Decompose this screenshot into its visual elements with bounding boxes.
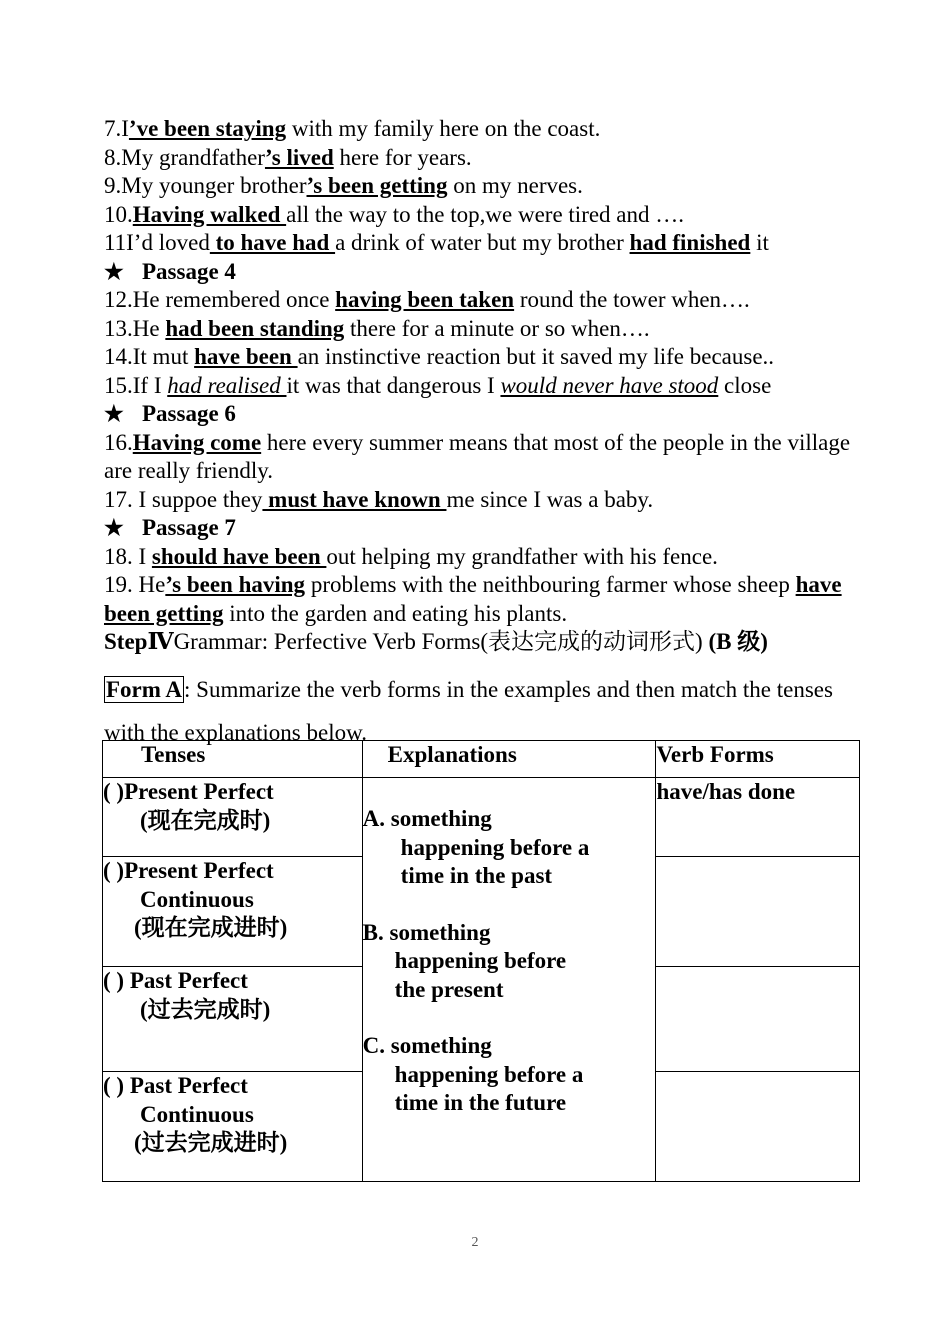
header-label: Tenses: [141, 742, 206, 767]
verb-form-cell[interactable]: [656, 857, 860, 967]
text: 8.My grandfather: [104, 144, 265, 170]
text: 9.My younger brother: [104, 173, 307, 198]
sentence-12: [104, 286, 864, 315]
text: it was that dangerous I: [286, 372, 501, 398]
page-number: 2: [471, 1235, 479, 1250]
tense-cell: [103, 1072, 363, 1182]
star-icon: ★: [104, 401, 124, 426]
text: 12.He remembered once: [104, 287, 336, 312]
text: on my nerves.: [447, 173, 583, 198]
text: problems with the neithbouring farmer whose sheep: [305, 572, 796, 597]
verb-phrase: must have known: [262, 486, 447, 512]
sentence-18: [104, 543, 864, 572]
tense-name: ( )Present Perfect: [103, 858, 274, 883]
verb-phrase: Having come: [132, 429, 262, 455]
verb-phrase: would never have stood: [500, 372, 719, 398]
tense-cell: [103, 857, 363, 967]
verb-phrase: have been: [194, 344, 298, 369]
level-label: (B 级): [708, 629, 768, 654]
text: all the way to the top,we were tired and ….: [286, 201, 685, 227]
star-icon: ★: [104, 515, 124, 540]
sentence-10: [104, 201, 864, 230]
text: close: [718, 372, 772, 398]
verb-form-value: have/has done: [656, 779, 796, 804]
header-label: Explanations: [387, 742, 517, 767]
text: a drink of water but my brother: [335, 230, 630, 255]
explanation-line: time in the future: [394, 1090, 567, 1115]
tense-name: ( ) Past Perfect: [103, 1073, 248, 1098]
tense-name-continued: Continuous: [140, 886, 254, 912]
verb-phrase: ’s been getting: [306, 173, 448, 198]
tense-chinese: (现在完成进时): [134, 915, 288, 940]
tense-name: ( ) Past Perfect: [103, 968, 248, 993]
explanation-a: [363, 805, 656, 891]
explanation-line: happening before a: [400, 834, 590, 860]
text: 15.If I: [104, 372, 168, 398]
verb-phrase: have been getting: [104, 572, 842, 626]
explanation-head: B. something: [362, 919, 491, 945]
sentence-14: [104, 343, 864, 372]
verb-form-cell[interactable]: [656, 967, 860, 1072]
header-label: Verb Forms: [656, 742, 774, 767]
text: into the garden and eating his plants.: [223, 600, 568, 626]
step-label: StepⅣ: [104, 629, 174, 654]
sentence-8: [104, 144, 864, 173]
sentence-19: [104, 571, 864, 628]
verb-phrase: had realised: [167, 372, 287, 398]
table-row: [103, 778, 860, 857]
verb-phrase: had been standing: [165, 315, 345, 341]
example-sentences: [104, 115, 864, 657]
sentence-13: [104, 315, 864, 344]
text: round the tower when….: [514, 287, 750, 312]
tense-chinese: (过去完成时): [140, 996, 271, 1022]
passage-6-heading: [104, 400, 864, 429]
tense-cell: [103, 967, 363, 1072]
step-title: Grammar: Perfective Verb Forms(表达完成的动词形式): [173, 629, 709, 654]
text: 13.He: [104, 315, 166, 341]
text: there for a minute or so when….: [344, 315, 650, 341]
explanation-b: [363, 919, 656, 1005]
header-explanations: [362, 741, 656, 778]
text: 7.I: [104, 116, 129, 141]
tense-name: ( )Present Perfect: [103, 779, 274, 804]
sentence-16: [104, 429, 864, 486]
explanation-line: happening before: [394, 948, 567, 973]
text: 10.: [104, 201, 133, 227]
text: here every summer means that most of the people in the village are really friendly.: [104, 429, 851, 483]
text: it: [750, 230, 769, 255]
tense-name-continued: Continuous: [140, 1101, 254, 1127]
text: me since I was a baby.: [446, 486, 654, 512]
sentence-11: [104, 229, 864, 258]
tenses-table: [102, 740, 860, 1182]
table-header-row: [103, 741, 860, 778]
step-heading: [104, 628, 864, 657]
instruction-text: : Summarize the verb forms in the examples and then match the tenses with the explanations below.: [104, 677, 833, 745]
tense-chinese: (过去完成进时): [134, 1130, 288, 1155]
verb-phrase: having been taken: [335, 287, 515, 312]
passage-label: Passage 7: [142, 515, 236, 540]
text: with my family here on the coast.: [286, 116, 601, 141]
sentence-15: [104, 372, 864, 401]
header-tenses: [103, 741, 363, 778]
text: an instinctive reaction but it saved my life because..: [297, 344, 775, 369]
sentence-9: [104, 172, 864, 201]
text: 17. I suppoe they: [104, 486, 263, 512]
verb-phrase: ’s been having: [165, 572, 306, 597]
explanation-line: happening before a: [394, 1061, 584, 1087]
form-a-label: Form A: [106, 677, 183, 702]
explanation-line: the present: [394, 976, 504, 1002]
verb-phrase: should have been: [151, 543, 327, 569]
verb-phrase: had finished: [629, 230, 751, 255]
verb-form-cell[interactable]: [656, 778, 860, 857]
passage-4-heading: [104, 258, 864, 287]
explanation-head: A. something: [362, 806, 492, 831]
explanation-line: time in the past: [400, 863, 553, 888]
passage-7-heading: [104, 514, 864, 543]
text: 11I’d loved: [104, 230, 210, 255]
text: 16.: [104, 429, 133, 455]
tense-chinese: (现在完成时): [140, 807, 271, 833]
passage-label: Passage 4: [142, 258, 236, 284]
text: out helping my grandfather with his fence.: [326, 543, 718, 569]
explanation-c: [363, 1032, 656, 1118]
explanations-cell: [362, 778, 656, 1182]
verb-phrase: ’ve been staying: [128, 116, 287, 141]
verb-phrase: ’s lived: [264, 144, 334, 170]
explanation-head: C. something: [362, 1033, 492, 1058]
verb-form-cell[interactable]: [656, 1072, 860, 1182]
sentence-17: [104, 486, 864, 515]
header-verb-forms: [656, 741, 860, 778]
verb-phrase: Having walked: [132, 201, 287, 227]
text: 18. I: [104, 543, 152, 569]
sentence-7: [104, 115, 864, 144]
passage-label: Passage 6: [142, 401, 236, 426]
text: 14.It mut: [104, 344, 195, 369]
text: here for years.: [333, 144, 472, 170]
verb-phrase: to have had: [209, 230, 336, 255]
text: 19. He: [104, 572, 166, 597]
tense-cell: [103, 778, 363, 857]
star-icon: ★: [104, 258, 124, 284]
